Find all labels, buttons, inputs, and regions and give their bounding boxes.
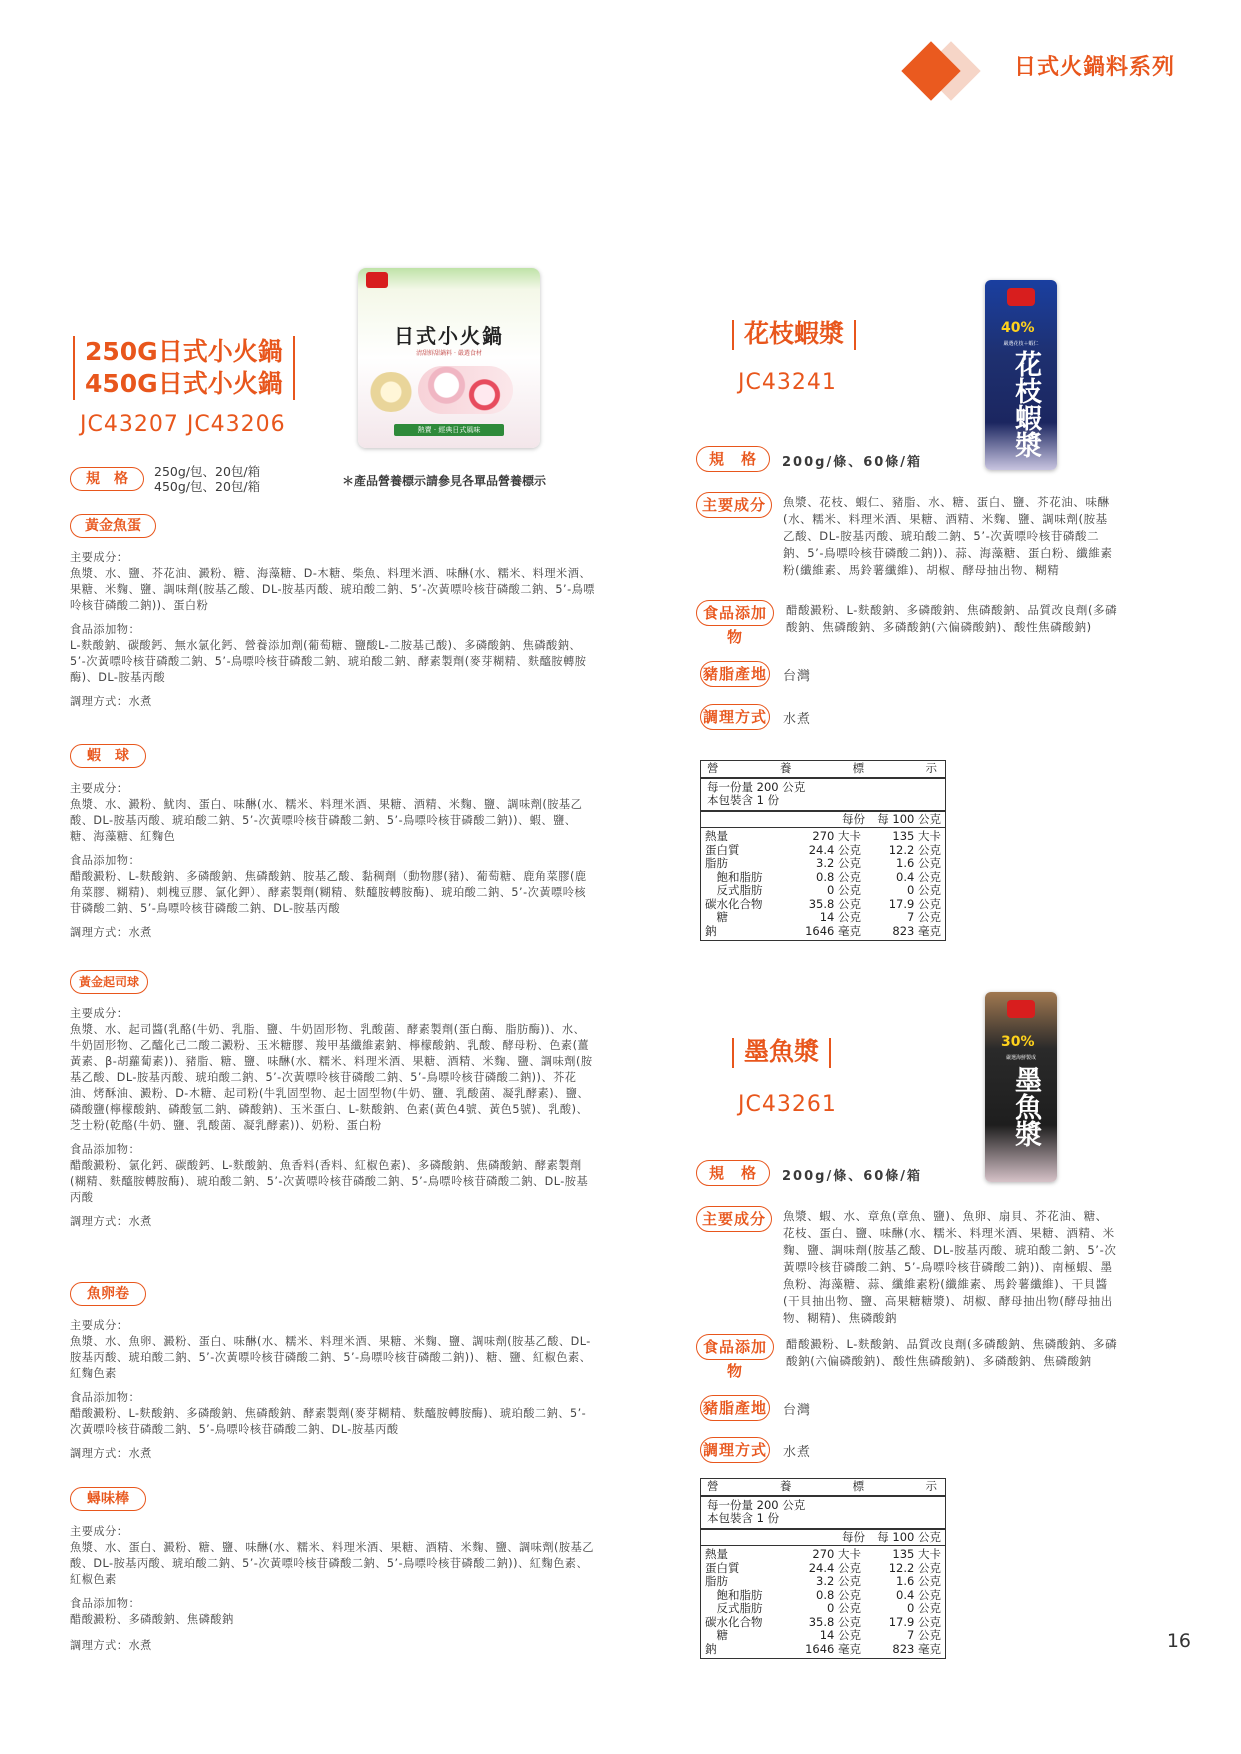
main-ingredients-label: 主要成分： <box>70 782 129 795</box>
nutrient-name: 糖 <box>705 1628 728 1642</box>
per-100g-values <box>861 1548 941 1656</box>
brand-logo <box>1007 1000 1035 1018</box>
nutrient-name: 碳水化合物 <box>705 1614 763 1629</box>
cooking-method: 調理方式：水煮 <box>70 1215 152 1228</box>
additives: 醋酸澱粉、L-麩酸鈉、品質改良劑(多磷酸鈉、焦磷酸鈉、多磷酸鈉(六偏磷酸鈉)、酸性焦磷酸鈉)、多磷酸鈉、焦磷酸鈉 <box>786 1337 1118 1368</box>
stick-subtitle: 嚴選海鮮製成 <box>1005 1055 1036 1061</box>
nutrition-header <box>701 1479 945 1497</box>
additives-label: 食品添加物 <box>696 1334 774 1360</box>
nutrient-value: 7 公克 <box>907 1628 941 1642</box>
serving-info <box>701 779 945 812</box>
package-image <box>358 268 540 448</box>
nutrient-value: 823 毫克 <box>892 923 941 938</box>
product-code: JC43261 <box>738 1092 837 1117</box>
item-block-shrimp-ball <box>70 781 595 941</box>
spec-label: 規 格 <box>696 446 770 472</box>
nutrient-name: 反式脂肪 <box>705 883 763 897</box>
col-per-100g: 每 100 公克 <box>877 811 941 826</box>
main-ingredients: 魚漿、水、蛋白、澱粉、糖、鹽、味醂(水、糯米、料理米酒、果糖、酒精、米麴、鹽、調味劑(胺基乙酸、DL-胺基丙酸、琥珀酸二鈉、5’-次黃嘌呤核苷磷酸二鈉、5’-鳥嘌呤核苷磷酸二鈉))、紅麴色素、紅椒色素 <box>70 1541 594 1586</box>
nutrition-note: ＊產品營養標示請參見各單品營養標示 <box>342 474 547 488</box>
additives: 醋酸澱粉、氯化鈣、碳酸鈣、L-麩酸鈉、魚香料(香料、紅椒色素)、多磷酸鈉、焦磷酸鈉、酵素製劑(糊精、麩醯胺轉胺酶)、琥珀酸二鈉、5’-次黃嘌呤核苷磷酸二鈉、5’-鳥嘌呤核苷磷酸二鈉、DL-胺基丙酸 <box>70 1159 589 1204</box>
nutrition-rows <box>701 1546 945 1658</box>
spec-line-2: 450g/包、20包/箱 <box>154 479 261 494</box>
additives-label: 食品添加物： <box>70 1391 141 1404</box>
nutrient-value: 12.2 公克 <box>888 1560 941 1575</box>
nutrition-table <box>700 760 946 941</box>
pork-fat-origin: 台灣 <box>783 669 812 684</box>
nutrient-name: 蛋白質 <box>705 842 740 857</box>
pork-fat-origin-label: 豬脂產地 <box>700 1395 770 1421</box>
main-ingredients: 魚漿、水、鹽、芥花油、澱粉、糖、海藻糖、D-木糖、柴魚、料理米酒、味醂(水、糯米、料理米酒、果糖、米麴、鹽、調味劑(胺基乙酸、DL-胺基丙酸、琥珀酸二鈉、5’-次黃嘌呤核苷磷酸二鈉、5’-鳥嘌呤核苷磷酸二鈉))、蛋白粉 <box>70 567 595 612</box>
col-per-serving: 每份 <box>842 811 865 826</box>
item-block-golden-cheese-ball <box>70 1006 595 1230</box>
nutrient-value: 0.8 公克 <box>816 1587 861 1602</box>
main-ingredients-label: 主要成分： <box>70 551 129 564</box>
per-100g-values <box>861 830 941 938</box>
nutrient-names <box>705 830 781 938</box>
product-stick-image <box>985 280 1057 470</box>
nutrient-value: 823 毫克 <box>892 1641 941 1656</box>
main-ingredients-label: 主要成分 <box>696 1206 772 1232</box>
additives: 醋酸澱粉、L-麩酸鈉、多磷酸鈉、焦磷酸鈉、品質改良劑(多磷酸鈉、焦磷酸鈉、多磷酸鈉(六偏磷酸鈉)、酸性焦磷酸鈉) <box>786 603 1118 634</box>
percent-badge: 30% <box>1001 1034 1035 1050</box>
cooking-method: 調理方式：水煮 <box>70 926 152 939</box>
brand-logo <box>366 272 388 288</box>
nutrient-name: 碳水化合物 <box>705 896 763 911</box>
nutrient-name: 熱量 <box>705 829 728 843</box>
nutrient-value: 12.2 公克 <box>888 842 941 857</box>
title-bar-right <box>854 320 856 350</box>
left-product-title <box>73 336 295 400</box>
title-bar-left <box>732 1038 734 1068</box>
nutrient-name: 飽和脂肪 <box>705 1587 763 1602</box>
nutrient-name: 飽和脂肪 <box>705 869 763 884</box>
stick-name: 墨魚漿 <box>1010 1066 1041 1147</box>
pork-fat-origin-label: 豬脂產地 <box>700 661 770 687</box>
item-block-golden-fish-egg <box>70 550 595 710</box>
product-stick-image <box>985 992 1057 1182</box>
servings-per-pack: 本包裝含 1 份 <box>707 1511 780 1525</box>
spec-label: 規 格 <box>696 1160 770 1186</box>
main-ingredients: 魚漿、花枝、蝦仁、豬脂、水、糖、蛋白、鹽、芥花油、味醂(水、糯米、料理米酒、果糖、酒精、米麴、鹽、調味劑(胺基乙酸、DL-胺基丙酸、琥珀酸二鈉、5’-次黃嘌呤核苷磷酸二鈉、5’-鳥嘌呤核苷磷酸二鈉))、蒜、海藻糖、蛋白粉、纖維素粉(纖維素、馬鈴薯纖維)、胡椒、酵母抽出物、糊精 <box>783 495 1113 577</box>
main-ingredients-label: 主要成分： <box>70 1525 129 1538</box>
spec-values <box>154 464 260 494</box>
fishball-illustration <box>368 372 414 412</box>
nutrient-value: 0 公克 <box>827 883 861 897</box>
nutrient-value: 24.4 公克 <box>808 1560 861 1575</box>
nutrition-rows <box>701 828 945 940</box>
package-footer: 熱賣 ‧ 經典日式風味 <box>394 424 504 436</box>
nutrition-header-2: 養 <box>779 761 794 775</box>
nutrition-header-2: 養 <box>779 1479 794 1493</box>
nutrient-value: 0.4 公克 <box>896 1587 941 1602</box>
main-ingredients: 魚漿、水、澱粉、魷肉、蛋白、味醂(水、糯米、料理米酒、果糖、酒精、米麴、鹽、調味劑(胺基乙酸、DL-胺基丙酸、琥珀酸二鈉、5’-次黃嘌呤核苷磷酸二鈉、5’-鳥嘌呤核苷磷酸二鈉))、蝦、鹽、糖、海藻糖、紅麴色 <box>70 798 583 843</box>
nutrient-name: 鈉 <box>705 1641 717 1656</box>
nutrient-value: 270 大卡 <box>812 829 861 843</box>
nutrient-value: 270 大卡 <box>812 1547 861 1561</box>
main-ingredients-label: 主要成分： <box>70 1319 129 1332</box>
additives: 醋酸澱粉、L-麩酸鈉、多磷酸鈉、焦磷酸鈉、胺基乙酸、黏稠劑（動物膠(豬)、葡萄糖、鹿角菜膠(鹿角菜膠、糊精)、刺槐豆膠、氯化鉀）、酵素製劑(糊精、麩醯胺轉胺酶)、琥珀酸二鈉、5’-次黃嘌呤核苷磷酸二鈉、5’-鳥嘌呤核苷磷酸二鈉、DL-胺基丙酸 <box>70 870 587 915</box>
series-title: 日式火鍋料系列 <box>1014 55 1176 80</box>
cooking-method-label: 調理方式 <box>700 704 770 730</box>
additives-label: 食品添加物： <box>70 1597 141 1610</box>
spec-label: 規 格 <box>70 467 144 491</box>
fishcake-illustration <box>418 366 513 414</box>
nutrient-value: 0 公克 <box>827 1601 861 1615</box>
title-text: 墨魚漿 <box>744 1037 820 1066</box>
additives-label: 食品添加物 <box>696 600 774 626</box>
additives-label: 食品添加物： <box>70 854 141 867</box>
nutrition-header-1: 營 <box>707 1479 721 1493</box>
title-bar-right <box>829 1038 831 1068</box>
cooking-method: 調理方式：水煮 <box>70 1639 152 1652</box>
nutrition-header-4: 示 <box>925 761 939 775</box>
product-title-cuttlefish-shrimp <box>722 318 866 350</box>
nutrient-value: 135 大卡 <box>892 829 941 843</box>
title-line-1: 250G日式小火鍋 <box>85 337 283 366</box>
nutrition-header-3: 標 <box>852 761 867 775</box>
additives-label: 食品添加物： <box>70 1143 141 1156</box>
title-line-2: 450G日式小火鍋 <box>85 369 283 398</box>
package-title: 日式小火鍋 <box>394 324 504 348</box>
item-block-crab-stick <box>70 1524 595 1654</box>
nutrition-table <box>700 1478 946 1659</box>
serving-size: 每一份量 200 公克 <box>707 1497 806 1512</box>
nutrient-name: 鈉 <box>705 923 717 938</box>
nutrient-name: 反式脂肪 <box>705 1601 763 1615</box>
item-label-shrimp-ball: 蝦 球 <box>70 744 146 768</box>
item-label-fish-roe-roll: 魚卵卷 <box>70 1282 146 1306</box>
item-label-golden-cheese-ball: 黃金起司球 <box>70 970 148 994</box>
spec-line-1: 250g/包、20包/箱 <box>154 464 261 479</box>
nutrient-name: 熱量 <box>705 1547 728 1561</box>
serving-info <box>701 1497 945 1530</box>
per-serving-values <box>781 1548 861 1656</box>
nutrient-value: 0.8 公克 <box>816 869 861 884</box>
nutrient-value: 24.4 公克 <box>808 842 861 857</box>
package-subtitle: 清甜鮮甜鍋料 ‧ 嚴選食材 <box>416 350 482 357</box>
item-label-golden-fish-egg: 黃金魚蛋 <box>70 514 156 538</box>
nutrient-value: 1646 毫克 <box>805 1641 861 1656</box>
nutrient-name: 脂肪 <box>705 856 728 870</box>
nutrient-value: 14 公克 <box>819 910 861 924</box>
nutrient-value: 14 公克 <box>819 1628 861 1642</box>
additives: 醋酸澱粉、多磷酸鈉、焦磷酸鈉 <box>70 1613 234 1626</box>
nutrient-value: 135 大卡 <box>892 1547 941 1561</box>
nutrition-header-4: 示 <box>925 1479 939 1493</box>
nutrition-header-1: 營 <box>707 761 721 775</box>
column-headers <box>701 812 945 829</box>
cooking-method: 水煮 <box>783 1445 812 1460</box>
additives: L-麩酸鈉、碳酸鈣、無水氯化鈣、營養添加劑(葡萄糖、鹽酸L-二胺基己酸)、多磷酸鈉、焦磷酸鈉、5’-次黃嘌呤核苷磷酸二鈉、5’-鳥嘌呤核苷磷酸二鈉、琥珀酸二鈉、酵素製劑(麥芽糊精、麩醯胺轉胺酶)、DL-胺基丙酸 <box>70 639 587 684</box>
nutrition-header <box>701 761 945 779</box>
title-text: 花枝蝦漿 <box>744 319 845 348</box>
nutrient-value: 3.2 公克 <box>816 856 861 870</box>
nutrient-value: 1646 毫克 <box>805 923 861 938</box>
item-block-fish-roe-roll <box>70 1318 595 1462</box>
main-ingredients-label: 主要成分 <box>696 492 772 518</box>
nutrition-header-3: 標 <box>852 1479 867 1493</box>
cooking-method-label: 調理方式 <box>700 1437 770 1463</box>
nutrient-value: 35.8 公克 <box>808 1614 861 1629</box>
nutrient-value: 0 公克 <box>907 1601 941 1615</box>
nutrient-value: 7 公克 <box>907 910 941 924</box>
pork-fat-origin: 台灣 <box>783 1403 812 1418</box>
nutrient-name: 脂肪 <box>705 1574 728 1588</box>
nutrient-value: 3.2 公克 <box>816 1574 861 1588</box>
cooking-method: 水煮 <box>783 712 812 727</box>
nutrient-value: 35.8 公克 <box>808 896 861 911</box>
brand-logo <box>1007 288 1035 306</box>
spec-value: 200g/條、60條/箱 <box>782 455 923 470</box>
col-per-100g: 每 100 公克 <box>877 1529 941 1544</box>
product-title-squid-ink <box>722 1036 841 1068</box>
main-ingredients-label: 主要成分： <box>70 1007 129 1020</box>
nutrient-value: 17.9 公克 <box>888 1614 941 1629</box>
nutrient-value: 0 公克 <box>907 883 941 897</box>
title-bar-left <box>732 320 734 350</box>
main-ingredients: 魚漿、水、魚卵、澱粉、蛋白、味醂(水、糯米、料理米酒、果糖、米麴、鹽、調味劑(胺基乙酸、DL-胺基丙酸、琥珀酸二鈉、5’-次黃嘌呤核苷磷酸二鈉、5’-鳥嘌呤核苷磷酸二鈉))、糖、鹽、紅椒色素、紅麴色素 <box>70 1335 592 1380</box>
per-serving-values <box>781 830 861 938</box>
column-headers <box>701 1530 945 1547</box>
item-label-crab-stick: 蟳味棒 <box>70 1487 146 1511</box>
nutrient-name: 蛋白質 <box>705 1560 740 1575</box>
nutrient-value: 1.6 公克 <box>896 1574 941 1588</box>
additives-label: 食品添加物： <box>70 623 141 636</box>
serving-size: 每一份量 200 公克 <box>707 779 806 794</box>
servings-per-pack: 本包裝含 1 份 <box>707 793 780 807</box>
main-ingredients: 魚漿、蝦、水、章魚(章魚、鹽)、魚卵、扇貝、芥花油、糖、花枝、蛋白、鹽、味醂(水、糯米、料理米酒、果糖、酒精、米麴、鹽、調味劑(胺基乙酸、DL-胺基丙酸、琥珀酸二鈉、5’-次黃嘌呤核苷磷酸二鈉、5’-鳥嘌呤核苷磷酸二鈉))、南極蝦、墨魚粉、海藻糖、蒜、纖維素粉(纖維素、馬鈴薯纖維)、干貝醬(干貝抽出物、鹽、高果糖糖漿)、胡椒、酵母抽出物(酵母抽出物、糊精)、焦磷酸鈉 <box>783 1209 1117 1325</box>
nutrient-name: 糖 <box>705 910 728 924</box>
col-per-serving: 每份 <box>842 1529 865 1544</box>
nutrient-value: 0.4 公克 <box>896 869 941 884</box>
nutrient-value: 1.6 公克 <box>896 856 941 870</box>
nutrient-names <box>705 1548 781 1656</box>
additives: 醋酸澱粉、L-麩酸鈉、多磷酸鈉、焦磷酸鈉、酵素製劑(麥芽糊精、麩醯胺轉胺酶)、琥珀酸二鈉、5’-次黃嘌呤核苷磷酸二鈉、5’-鳥嘌呤核苷磷酸二鈉、DL-胺基丙酸 <box>70 1407 587 1436</box>
cooking-method: 調理方式：水煮 <box>70 695 152 708</box>
product-code: JC43241 <box>738 370 837 395</box>
nutrient-value: 17.9 公克 <box>888 896 941 911</box>
stick-subtitle: 嚴選花枝＋蝦仁 <box>1003 341 1039 347</box>
cooking-method: 調理方式：水煮 <box>70 1447 152 1460</box>
spec-value: 200g/條、60條/箱 <box>782 1169 923 1184</box>
stick-name: 花枝蝦漿 <box>1010 350 1041 458</box>
main-ingredients: 魚漿、水、起司醬(乳酪(牛奶、乳脂、鹽、牛奶固形物、乳酸菌、酵素製劑(蛋白酶、脂肪酶))、水、牛奶固形物、乙醯化己二酸二澱粉、玉米糖膠、羧甲基纖維素鈉、檸檬酸鈉、乳酸、酵母粉、色素(薑黃素、β-胡蘿蔔素))、豬脂、糖、鹽、味醂(水、糯米、料理米酒、果糖、酒精、米麴、鹽、調味劑(胺基乙酸、DL-胺基丙酸、琥珀酸二鈉、5’-次黃嘌呤核苷磷酸二鈉、5’-鳥嘌呤核苷磷酸二鈉))、芥花油、烤酥油、澱粉、D-木糖、起司粉(牛乳固型物、起士固型物(牛奶、鹽、乳酸菌、凝乳酵素)、鹽、磷酸鹽(檸檬酸鈉、磷酸氫二鈉、磷酸鈉)、玉米蛋白、L-麩酸鈉、色素(黃色4號、黃色5號)、乳酸)、芝士粉(乾酪(牛奶、鹽、乳酸菌、凝乳酵素))、奶粉、蛋白粉 <box>70 1023 593 1132</box>
left-product-codes: JC43207 JC43206 <box>80 412 286 437</box>
page-number: 16 <box>1166 1630 1191 1652</box>
percent-badge: 40% <box>1001 320 1035 336</box>
